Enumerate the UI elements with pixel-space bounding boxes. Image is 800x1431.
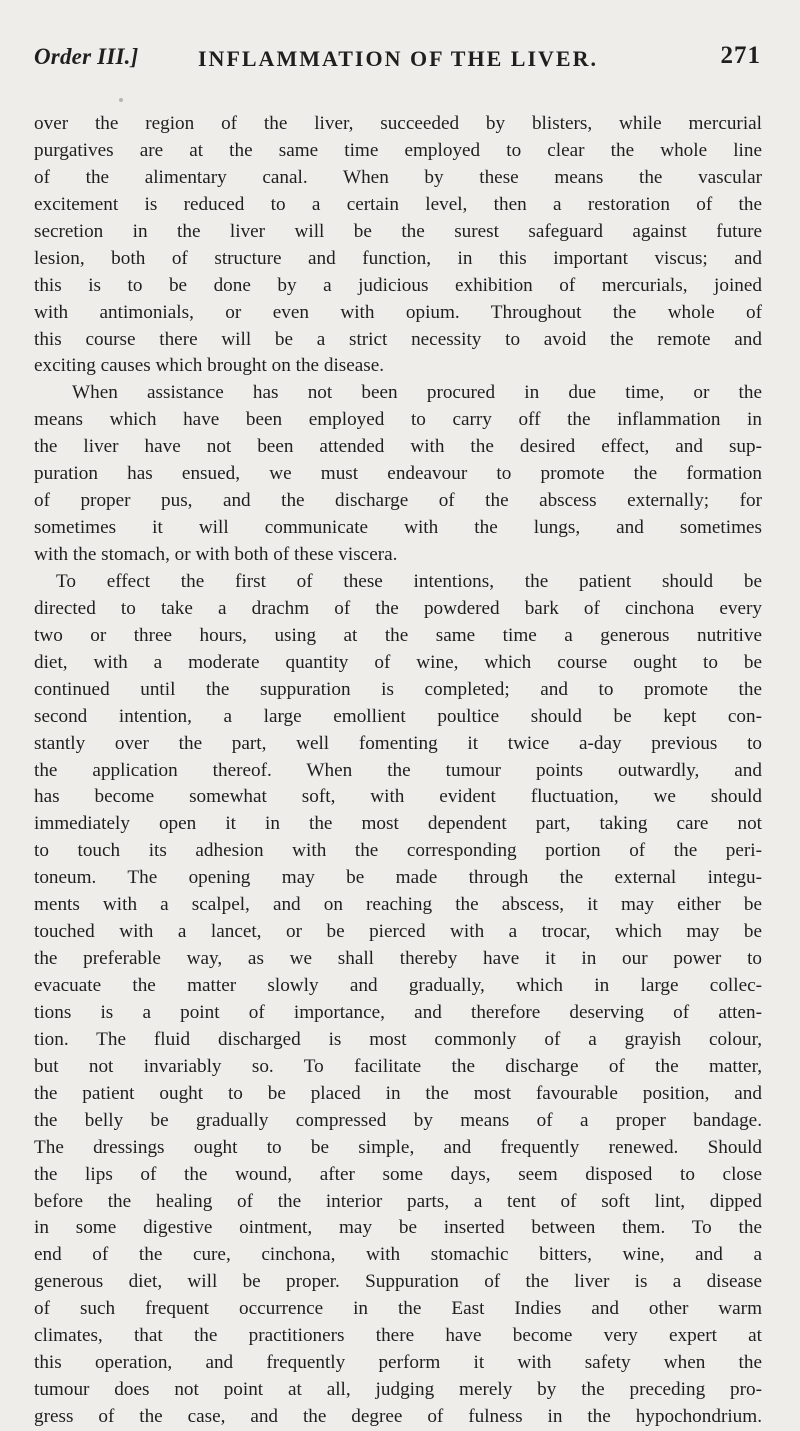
text-line: The dressings ought to be simple, and frequently renewed. Should (34, 1136, 762, 1158)
text-line: the patient ought to be placed in the most favourable position, and (34, 1082, 762, 1104)
text-line: tumour does not point at all, judging merely by the preceding pro- (34, 1379, 762, 1401)
text-line: sometimes it will communicate with the lungs, and sometimes (34, 517, 762, 539)
text-line: with the stomach, or with both of these viscera. (34, 544, 398, 565)
text-line: the lips of the wound, after some days, seem disposed to close (34, 1163, 762, 1185)
text-line: continued until the suppuration is completed; and to promote the (34, 678, 762, 700)
text-line: with antimonials, or even with opium. Throughout the whole of (34, 301, 762, 323)
text-line: end of the cure, cinchona, with stomachic bitters, wine, and a (34, 1244, 762, 1266)
text-line: toneum. The opening may be made through the external integu- (34, 867, 762, 889)
text-line: this course there will be a strict necessity to avoid the remote and (34, 328, 762, 350)
text-line: directed to take a drachm of the powdered bark of cinchona every (34, 597, 762, 619)
text-line: touched with a lancet, or be pierced with a trocar, which may be (34, 921, 762, 943)
running-head (34, 42, 761, 82)
text-line: the belly be gradually compressed by means of a proper bandage. (34, 1109, 762, 1131)
text-line: generous diet, will be proper. Suppuration of the liver is a disease (34, 1271, 762, 1293)
text-line: stantly over the part, well fomenting it twice a-day previous to (34, 732, 762, 754)
text-line: diet, with a moderate quantity of wine, which course ought to be (34, 651, 762, 673)
text-line: second intention, a large emollient poultice should be kept con- (34, 705, 762, 727)
text-line: this operation, and frequently perform it with safety when the (34, 1352, 762, 1374)
text-line: of such frequent occurrence in the East Indies and other warm (34, 1298, 762, 1320)
text-line: immediately open it in the most dependent part, taking care not (34, 813, 762, 835)
text-line: tion. The fluid discharged is most commonly of a grayish colour, (34, 1028, 762, 1050)
text-line: before the healing of the interior parts, a tent of soft lint, dipped (34, 1190, 762, 1212)
text-line: over the region of the liver, succeeded by blisters, while mercurial (34, 113, 762, 134)
text-line: but not invariably so. To facilitate the discharge of the matter, (34, 1055, 762, 1077)
text-line: two or three hours, using at the same time a generous nutritive (34, 624, 762, 646)
text-line: excitement is reduced to a certain level, then a restoration of the (34, 193, 762, 215)
text-line: to touch its adhesion with the corresponding portion of the peri- (34, 840, 762, 862)
paragraph-start-line: To effect the first of these intentions, the patient should be (56, 570, 762, 592)
text-line: evacuate the matter slowly and gradually, which in large collec- (34, 975, 762, 996)
chapter-title: INFLAMMATION OF THE LIVER. (198, 46, 598, 71)
text-line: ments with a scalpel, and on reaching the abscess, it may either be (34, 894, 762, 916)
text-line: tions is a point of importance, and therefore deserving of atten- (34, 1001, 762, 1023)
text-line: puration has ensued, we must endeavour to promote the formation (34, 463, 762, 485)
text-line: climates, that the practitioners there have become very expert at (34, 1325, 762, 1347)
text-line: has become somewhat soft, with evident fluctuation, we should (34, 786, 762, 808)
text-line: of proper pus, and the discharge of the abscess externally; for (34, 490, 762, 512)
text-line: secretion in the liver will be the surest safeguard against future (34, 220, 762, 242)
text-line: gress of the case, and the degree of fulness in the hypochondrium. (34, 1406, 762, 1427)
text-line: lesion, both of structure and function, in this important viscus; and (34, 247, 762, 269)
text-line: exciting causes which brought on the disease. (34, 355, 385, 377)
text-line: the liver have not been attended with the desired effect, and sup- (34, 436, 762, 458)
text-line: purgatives are at the same time employed to clear the whole line (34, 139, 762, 161)
paper-speck (119, 98, 123, 102)
text-line: in some digestive ointment, may be inserted between them. To the (34, 1217, 762, 1239)
order-label: Order III.] (34, 44, 139, 69)
paragraph-start-line: When assistance has not been procured in due time, or the (72, 382, 762, 404)
text-line: the application thereof. When the tumour points outwardly, and (34, 759, 762, 781)
text-line: means which have been employed to carry off the inflammation in (34, 409, 762, 431)
body-text (34, 111, 762, 1431)
page-number: 271 (720, 42, 761, 69)
text-line: the preferable way, as we shall thereby have it in our power to (34, 948, 762, 970)
text-line: this is to be done by a judicious exhibition of mercurials, joined (34, 274, 762, 296)
text-line: of the alimentary canal. When by these means the vascular (34, 166, 762, 188)
